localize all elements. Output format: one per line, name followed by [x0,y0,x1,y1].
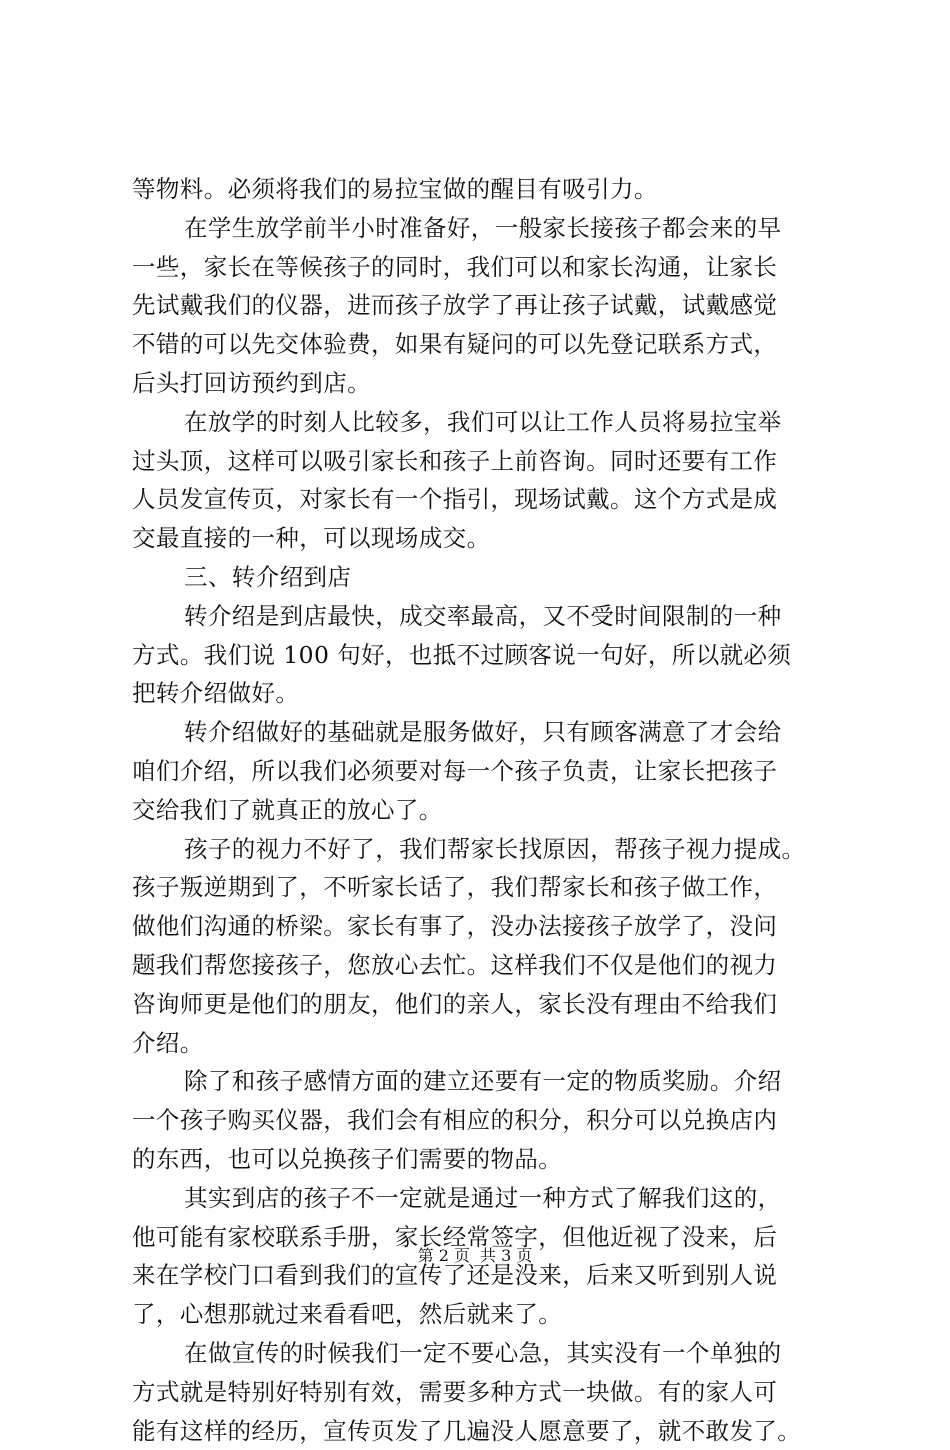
section-heading: 三、转介绍到店 [132,558,832,597]
text-line: 人员发宣传页，对家长有一个指引，现场试戴。这个方式是成 [132,480,832,519]
text-line: 交给我们了就真正的放心了。 [132,791,832,830]
text-line: 后头打回访预约到店。 [132,364,832,403]
text-line: 来在学校门口看到我们的宣传了还是没来，后来又听到别人说 [132,1256,832,1295]
paragraph-start-line: 孩子的视力不好了，我们帮家长找原因，帮孩子视力提成。 [132,830,832,869]
paragraph-start-line: 转介绍做好的基础就是服务做好，只有顾客满意了才会给 [132,713,832,752]
text-line: 方式就是特别好特别有效，需要多种方式一块做。有的家人可 [132,1373,832,1412]
text-line: 先试戴我们的仪器，进而孩子放学了再让孩子试戴，试戴感觉 [132,286,832,325]
total-pages: 共 3 页 [480,1246,532,1266]
text-line: 咱们介绍，所以我们必须要对每一个孩子负责，让家长把孩子 [132,752,832,791]
text-line: 过头顶，这样可以吸引家长和孩子上前咨询。同时还要有工作 [132,442,832,481]
page-number: 第 2 页 [418,1246,470,1266]
text-line: 等物料。必须将我们的易拉宝做的醒目有吸引力。 [132,170,832,209]
text-line: 一些，家长在等候孩子的同时，我们可以和家长沟通，让家长 [132,248,832,287]
text-line: 一个孩子购买仪器，我们会有相应的积分，积分可以兑换店内 [132,1101,832,1140]
paragraph-start-line: 在放学的时刻人比较多，我们可以让工作人员将易拉宝举 [132,403,832,442]
text-line: 的东西，也可以兑换孩子们需要的物品。 [132,1140,832,1179]
text-line: 孩子叛逆期到了，不听家长话了，我们帮家长和孩子做工作， [132,868,832,907]
text-line: 咨询师更是他们的朋友，他们的亲人，家长没有理由不给我们 [132,985,832,1024]
text-line: 不错的可以先交体验费，如果有疑问的可以先登记联系方式， [132,325,832,364]
paragraph-start-line: 除了和孩子感情方面的建立还要有一定的物质奖励。介绍 [132,1062,832,1101]
text-line: 了，心想那就过来看看吧，然后就来了。 [132,1295,832,1334]
text-line: 方式。我们说 100 句好，也抵不过顾客说一句好，所以就必须 [132,636,832,675]
paragraph-start-line: 在做宣传的时候我们一定不要心急，其实没有一个单独的 [132,1334,832,1373]
paragraph-start-line: 转介绍是到店最快，成交率最高，又不受时间限制的一种 [132,597,832,636]
text-line: 把转介绍做好。 [132,674,832,713]
paragraph-start-line: 其实到店的孩子不一定就是通过一种方式了解我们这的， [132,1179,832,1218]
page-footer [0,1246,950,1266]
text-line: 他可能有家校联系手册，家长经常签字，但他近视了没来，后 [132,1218,832,1257]
text-line: 交最直接的一种，可以现场成交。 [132,519,832,558]
paragraph-start-line: 在学生放学前半小时准备好，一般家长接孩子都会来的早 [132,209,832,248]
text-line: 能有这样的经历，宣传页发了几遍没人愿意要了，就不敢发了。 [132,1412,832,1450]
text-line: 题我们帮您接孩子，您放心去忙。这样我们不仅是他们的视力 [132,946,832,985]
text-line: 做他们沟通的桥梁。家长有事了，没办法接孩子放学了，没问 [132,907,832,946]
text-line: 介绍。 [132,1024,832,1063]
